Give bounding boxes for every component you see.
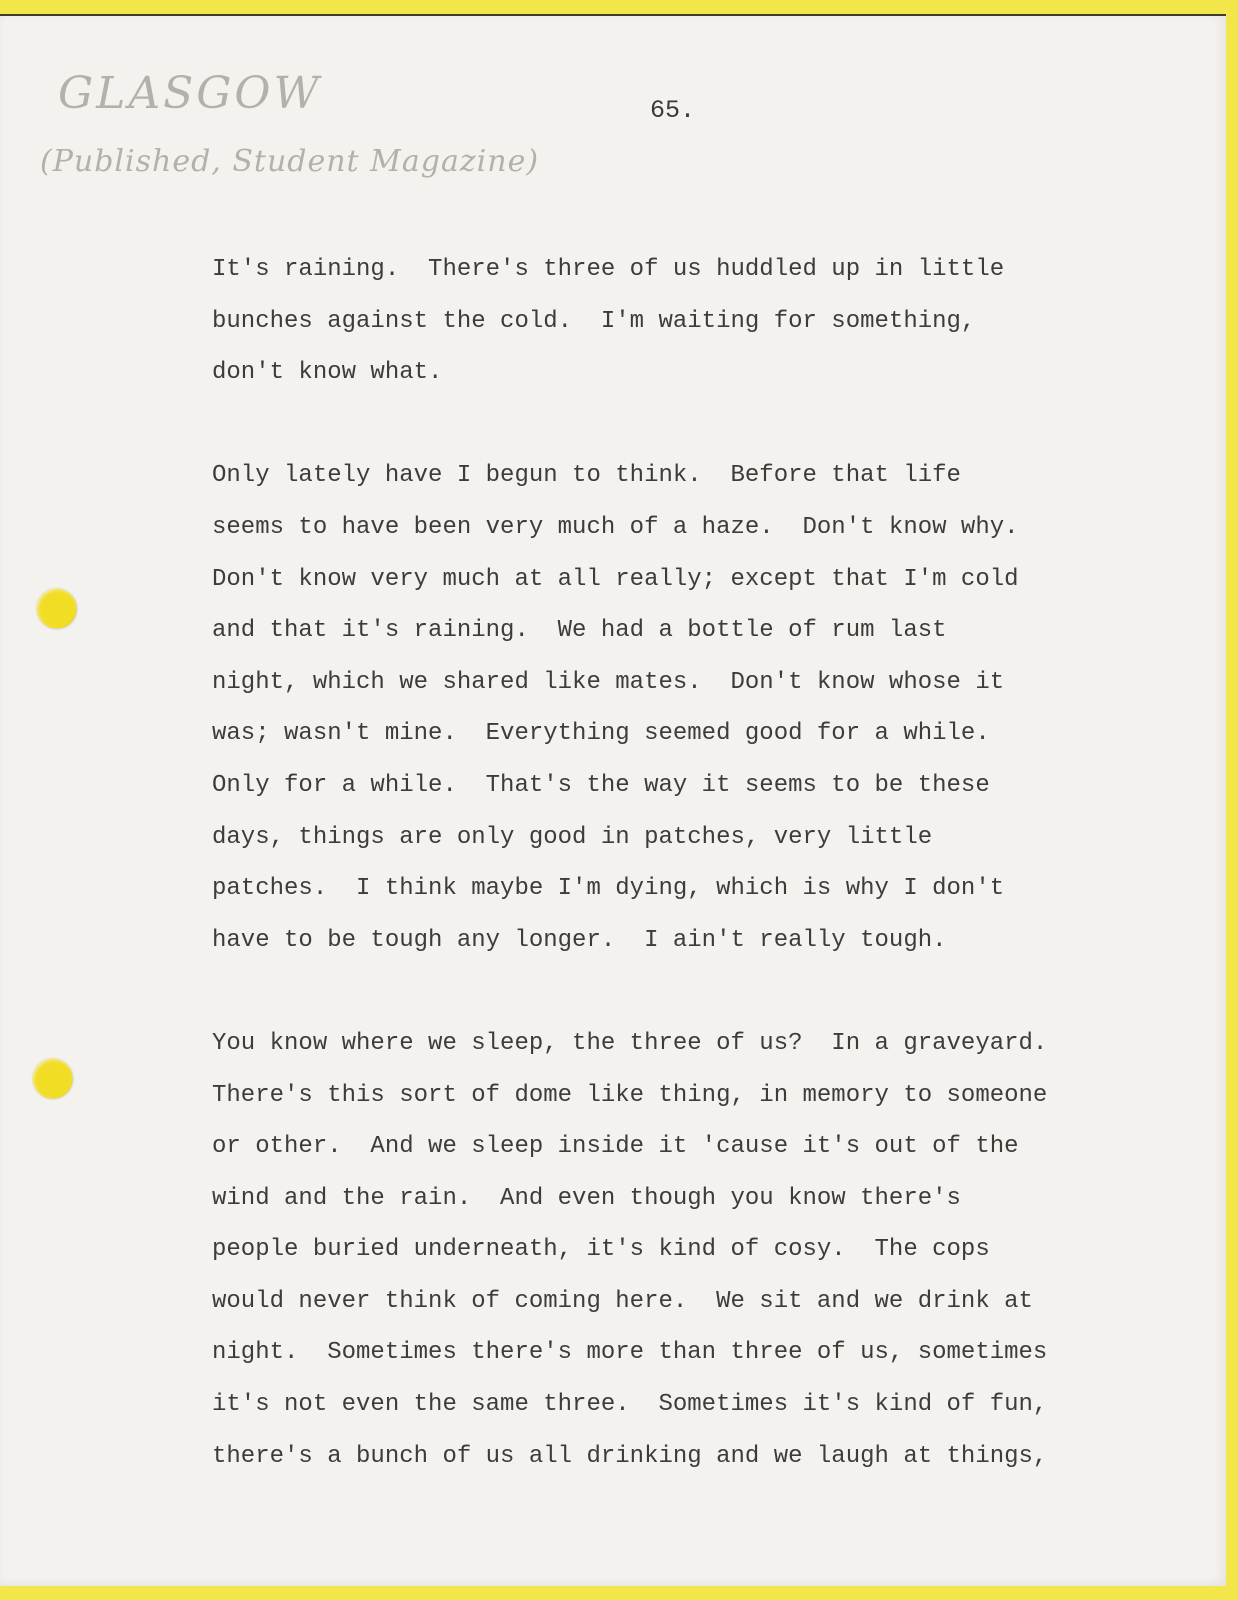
paragraph-3 [212,1018,1212,1482]
paragraph-spacer [212,966,1212,1018]
text-line: have to be tough any longer. I ain't really tough. [212,926,947,954]
text-line: days, things are only good in patches, very little [212,823,933,851]
text-line: would never think of coming here. We sit and we drink at [212,1287,1033,1315]
text-line: There's this sort of dome like thing, in memory to someone [212,1081,1048,1109]
text-line: there's a bunch of us all drinking and we laugh at things, [212,1442,1048,1470]
text-line: night, which we shared like mates. Don't know whose it [212,668,1005,696]
text-line: It's raining. There's three of us huddled up in little [212,256,1005,283]
binder-punch-hole [32,1058,72,1098]
text-line: it's not even the same three. Sometimes it's kind of fun, [212,1391,1048,1419]
page-number: 65. [650,96,696,125]
text-line: bunches against the cold. I'm waiting for something, [212,307,976,335]
text-line: Only for a while. That's the way it seems to be these [212,771,990,799]
text-line: You know where we sleep, the three of us? In a graveyard. [212,1029,1048,1057]
text-line: patches. I think maybe I'm dying, which is why I don't [212,875,1005,903]
paper-page [0,14,1226,1586]
text-line: or other. And we sleep inside it 'cause it's out of the [212,1133,1019,1161]
text-line: Don't know very much at all really; except that I'm cold [212,565,1019,593]
text-line: wind and the rain. And even though you know there's [212,1184,961,1212]
handwritten-publication-note: (Published, Student Magazine) [40,144,540,179]
text-line: Only lately have I begun to think. Before that life [212,462,961,490]
handwritten-city-note: GLASGOW [58,68,322,119]
text-line: and that it's raining. We had a bottle of rum last [212,617,947,645]
text-line: seems to have been very much of a haze. Don't know why. [212,513,1019,541]
binder-punch-hole [36,588,76,628]
text-line: don't know what. [212,359,443,387]
paragraph-spacer [212,399,1212,451]
typewritten-body [212,244,1212,1482]
text-line: people buried underneath, it's kind of cosy. The cops [212,1236,990,1264]
text-line: night. Sometimes there's more than three of us, sometimes [212,1339,1048,1367]
paragraph-1 [212,244,1212,399]
text-line: was; wasn't mine. Everything seemed good for a while. [212,720,990,748]
paragraph-2 [212,450,1212,966]
